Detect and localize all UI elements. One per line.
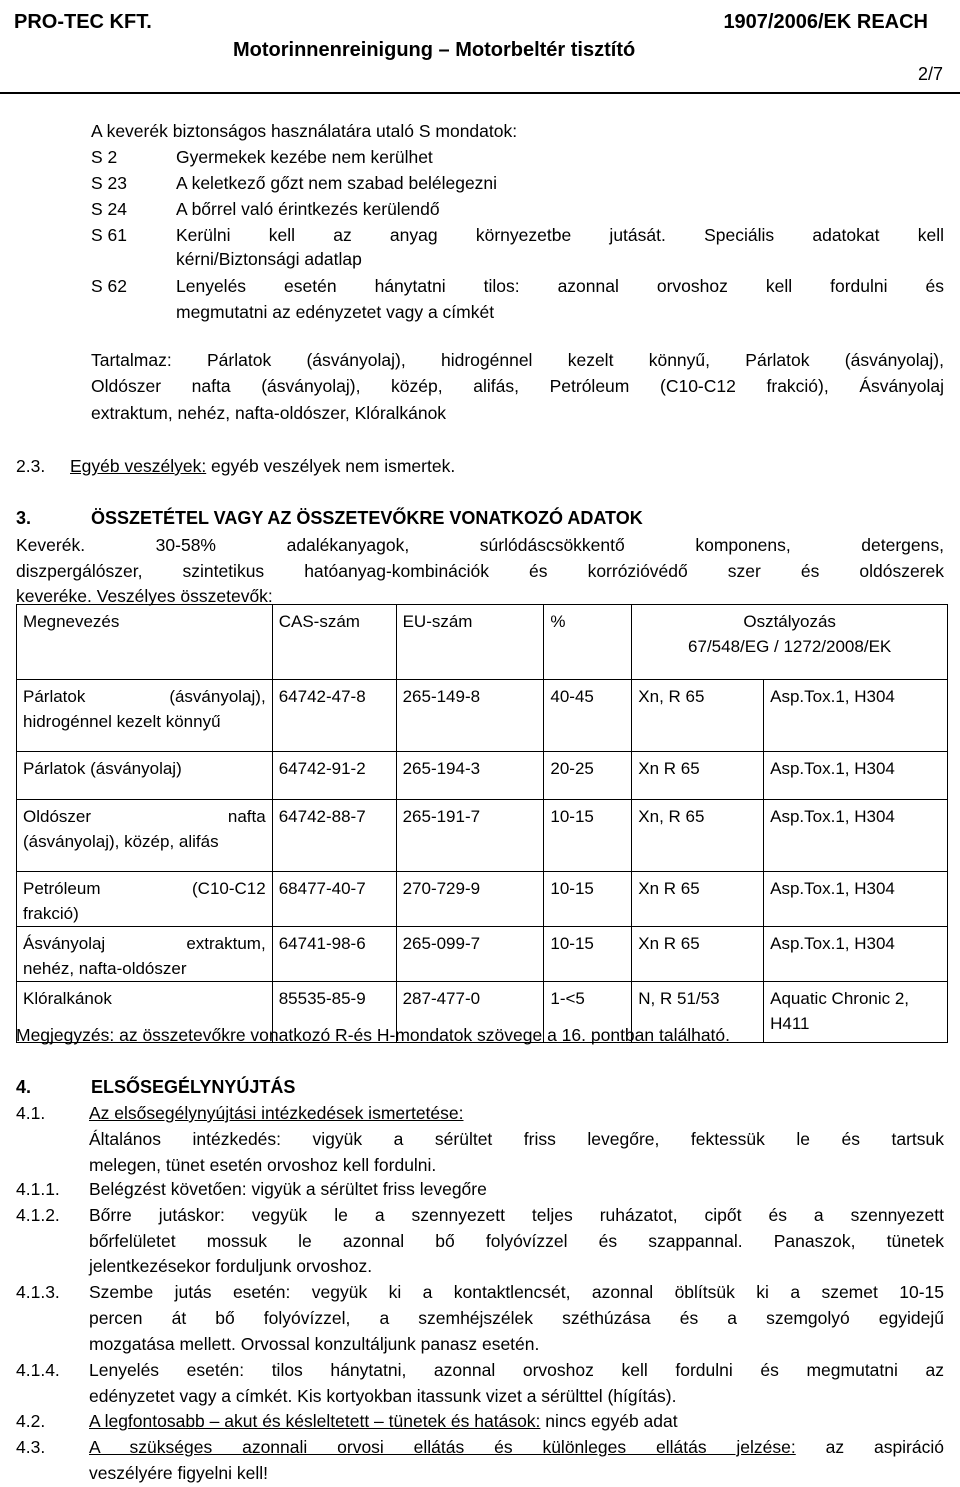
cell-class-clp: Asp.Tox.1, H304 bbox=[764, 872, 948, 927]
s-phrase-text-cont: megmutatni az edényzetet vagy a címkét bbox=[176, 302, 495, 322]
s-phrase-code: S 2 bbox=[91, 147, 118, 167]
table-row bbox=[17, 752, 948, 800]
cell-percent: 1-<5 bbox=[544, 982, 632, 1043]
section-number: 2.3. bbox=[16, 456, 46, 476]
cell-eu: 270-729-9 bbox=[396, 872, 544, 927]
cell-class-67548: Xn R 65 bbox=[632, 752, 764, 800]
cell-class-67548: Xn R 65 bbox=[632, 927, 764, 982]
cell-name: Párlatok (ásványolaj), hidrogénnel kezelt könnyű bbox=[17, 680, 273, 752]
cell-cas: 85535-85-9 bbox=[272, 982, 396, 1043]
header-classification bbox=[632, 605, 948, 680]
item-text: az aspiráció bbox=[795, 1437, 944, 1457]
item-number: 4.2. bbox=[16, 1411, 46, 1431]
item-text: Szembe jutás esetén: vegyük ki a kontaktlencsét, azonnal öblítsük ki a szemet 10-15 bbox=[89, 1282, 944, 1302]
header-cas: CAS-szám bbox=[272, 605, 396, 680]
other-hazards bbox=[70, 453, 455, 479]
cell-cas: 64742-91-2 bbox=[272, 752, 396, 800]
s-phrase-code: S 61 bbox=[91, 225, 127, 245]
item-text: mozgatása mellett. Orvossal konzultáljunk panasz esetén. bbox=[89, 1334, 540, 1354]
cell-percent: 10-15 bbox=[544, 927, 632, 982]
cell-class-67548: N, R 51/53 bbox=[632, 982, 764, 1043]
cell-percent: 10-15 bbox=[544, 800, 632, 872]
section-number: 4. bbox=[16, 1077, 32, 1097]
s-phrase-text: Gyermekek kezébe nem kerülhet bbox=[176, 147, 433, 167]
item-text: Belégzést követően: vigyük a sérültet friss levegőre bbox=[89, 1179, 487, 1199]
item-heading: A legfontosabb – akut és késleltetett – tünetek és hatások: bbox=[89, 1411, 541, 1431]
header-classification-regs: 67/548/EG / 1272/2008/EK bbox=[688, 637, 892, 656]
item-text: Általános intézkedés: vigyük a sérültet friss levegőre, fektessük le és tartsuk bbox=[89, 1129, 944, 1149]
composition-text: diszpergálószer, szintetikus hatóanyag-kombinációk és korrózióvédő szer és oldószerek bbox=[16, 561, 944, 581]
item-number: 4.1.4. bbox=[16, 1360, 60, 1380]
cell-name: Klóralkánok bbox=[17, 982, 273, 1043]
item-text: veszélyére figyelni kell! bbox=[89, 1463, 268, 1483]
other-hazards-text: egyéb veszélyek nem ismertek. bbox=[206, 456, 456, 476]
header-percent: % bbox=[544, 605, 632, 680]
company-name: PRO-TEC KFT. bbox=[14, 11, 152, 33]
contents-line: Oldószer nafta (ásványolaj), közép, alifás, Petróleum (C10-C12 frakció), Ásványolaj bbox=[91, 376, 944, 396]
cell-name: Ásványolaj extraktum, nehéz, nafta-oldószer bbox=[17, 927, 273, 982]
section-title: ÖSSZETÉTEL VAGY AZ ÖSSZETEVŐKRE VONATKOZÓ ADATOK bbox=[91, 508, 643, 528]
item-number: 4.1. bbox=[16, 1103, 46, 1123]
cell-cas: 64742-88-7 bbox=[272, 800, 396, 872]
s-phrases-intro: A keverék biztonságos használatára utaló S mondatok: bbox=[91, 121, 518, 141]
s-phrase-code: S 24 bbox=[91, 199, 127, 219]
s-phrase-code: S 23 bbox=[91, 173, 127, 193]
regulation-label: 1907/2006/EK REACH bbox=[723, 11, 928, 33]
item-text: Bőrre jutáskor: vegyük le a szennyezett teljes ruházatot, cipőt és a szennyezett bbox=[89, 1205, 944, 1225]
item-text: melegen, tünet esetén orvoshoz kell fordulni. bbox=[89, 1155, 437, 1175]
item-heading: A szükséges azonnali orvosi ellátás és különleges ellátás jelzése: bbox=[89, 1437, 796, 1457]
page-number: 2/7 bbox=[917, 64, 943, 84]
cell-eu: 265-191-7 bbox=[396, 800, 544, 872]
cell-cas: 64741-98-6 bbox=[272, 927, 396, 982]
contents-line: Tartalmaz: Párlatok (ásványolaj), hidrogénnel kezelt könnyű, Párlatok (ásványolaj), bbox=[91, 350, 944, 370]
product-name: Motorinnenreinigung – Motorbeltér tisztító bbox=[233, 39, 636, 61]
table-header-row bbox=[17, 605, 948, 680]
composition-note: Megjegyzés: az összetevőkre vonatkozó R-és H-mondatok szövege a 16. pontban található. bbox=[16, 1025, 731, 1045]
composition-table bbox=[16, 604, 948, 1043]
page-header bbox=[0, 0, 960, 94]
cell-class-clp: Asp.Tox.1, H304 bbox=[764, 680, 948, 752]
item-text: jelentkezésekor forduljunk orvoshoz. bbox=[89, 1256, 373, 1276]
item-line bbox=[89, 1408, 678, 1434]
cell-eu: 287-477-0 bbox=[396, 982, 544, 1043]
cell-eu: 265-194-3 bbox=[396, 752, 544, 800]
s-phrase-text-cont: kérni/Biztonsági adatlap bbox=[176, 249, 362, 269]
section-number: 3. bbox=[16, 508, 32, 528]
cell-name: Párlatok (ásványolaj) bbox=[17, 752, 273, 800]
cell-class-67548: Xn R 65 bbox=[632, 872, 764, 927]
header-name: Megnevezés bbox=[17, 605, 273, 680]
cell-percent: 20-25 bbox=[544, 752, 632, 800]
item-number: 4.3. bbox=[16, 1437, 46, 1457]
table-row bbox=[17, 800, 948, 872]
table-row bbox=[17, 872, 948, 927]
item-line bbox=[89, 1434, 944, 1460]
item-text: percen át bő folyóvízzel, a szemhéjszélek széthúzása és a szemgolyó egyidejű bbox=[89, 1308, 944, 1328]
item-heading: Az elsősegélynyújtási intézkedések ismertetése: bbox=[89, 1103, 464, 1123]
contents-line: extraktum, nehéz, nafta-oldószer, Klóralkánok bbox=[91, 403, 447, 423]
item-text: edényzetet vagy a címkét. Kis kortyokban itassunk vizet a sérülttel (hígítás). bbox=[89, 1386, 677, 1406]
item-number: 4.1.2. bbox=[16, 1205, 60, 1225]
s-phrase-text: Kerülni kell az anyag környezetbe jutását. Speciális adatokat kell bbox=[176, 225, 944, 245]
cell-class-clp: Aquatic Chronic 2, H411 bbox=[764, 982, 948, 1043]
composition-text: keveréke. Veszélyes összetevők: bbox=[16, 586, 273, 606]
table-row bbox=[17, 927, 948, 982]
cell-class-clp: Asp.Tox.1, H304 bbox=[764, 800, 948, 872]
item-number: 4.1.3. bbox=[16, 1282, 60, 1302]
composition-text: Keverék. 30-58% adalékanyagok, súrlódáscsökkentő komponens, detergens, bbox=[16, 535, 944, 555]
item-text: nincs egyéb adat bbox=[540, 1411, 678, 1431]
cell-eu: 265-099-7 bbox=[396, 927, 544, 982]
s-phrase-text: A keletkező gőzt nem szabad belélegezni bbox=[176, 173, 498, 193]
cell-eu: 265-149-8 bbox=[396, 680, 544, 752]
cell-cas: 68477-40-7 bbox=[272, 872, 396, 927]
s-phrase-text: Lenyelés esetén hánytatni tilos: azonnal orvoshoz kell fordulni és bbox=[176, 276, 944, 296]
cell-class-clp: Asp.Tox.1, H304 bbox=[764, 927, 948, 982]
cell-class-67548: Xn, R 65 bbox=[632, 680, 764, 752]
header-eu: EU-szám bbox=[396, 605, 544, 680]
cell-class-67548: Xn, R 65 bbox=[632, 800, 764, 872]
cell-percent: 40-45 bbox=[544, 680, 632, 752]
other-hazards-label: Egyéb veszélyek: bbox=[70, 456, 207, 476]
section-title: ELSŐSEGÉLYNYÚJTÁS bbox=[91, 1077, 296, 1097]
cell-cas: 64742-47-8 bbox=[272, 680, 396, 752]
s-phrase-code: S 62 bbox=[91, 276, 127, 296]
header-classification-title: Osztályozás bbox=[743, 612, 836, 631]
cell-percent: 10-15 bbox=[544, 872, 632, 927]
cell-class-clp: Asp.Tox.1, H304 bbox=[764, 752, 948, 800]
table-row bbox=[17, 680, 948, 752]
item-text: bőrfelületet mossuk le azonnal bő folyóvízzel és szappannal. Panaszok, tünetek bbox=[89, 1231, 944, 1251]
s-phrase-text: A bőrrel való érintkezés kerülendő bbox=[176, 199, 440, 219]
item-text: Lenyelés esetén: tilos hánytatni, azonnal orvoshoz kell fordulni és megmutatni az bbox=[89, 1360, 944, 1380]
cell-name: Oldószer nafta (ásványolaj), közép, alifás bbox=[17, 800, 273, 872]
cell-name: Petróleum (C10-C12 frakció) bbox=[17, 872, 273, 927]
item-number: 4.1.1. bbox=[16, 1179, 60, 1199]
